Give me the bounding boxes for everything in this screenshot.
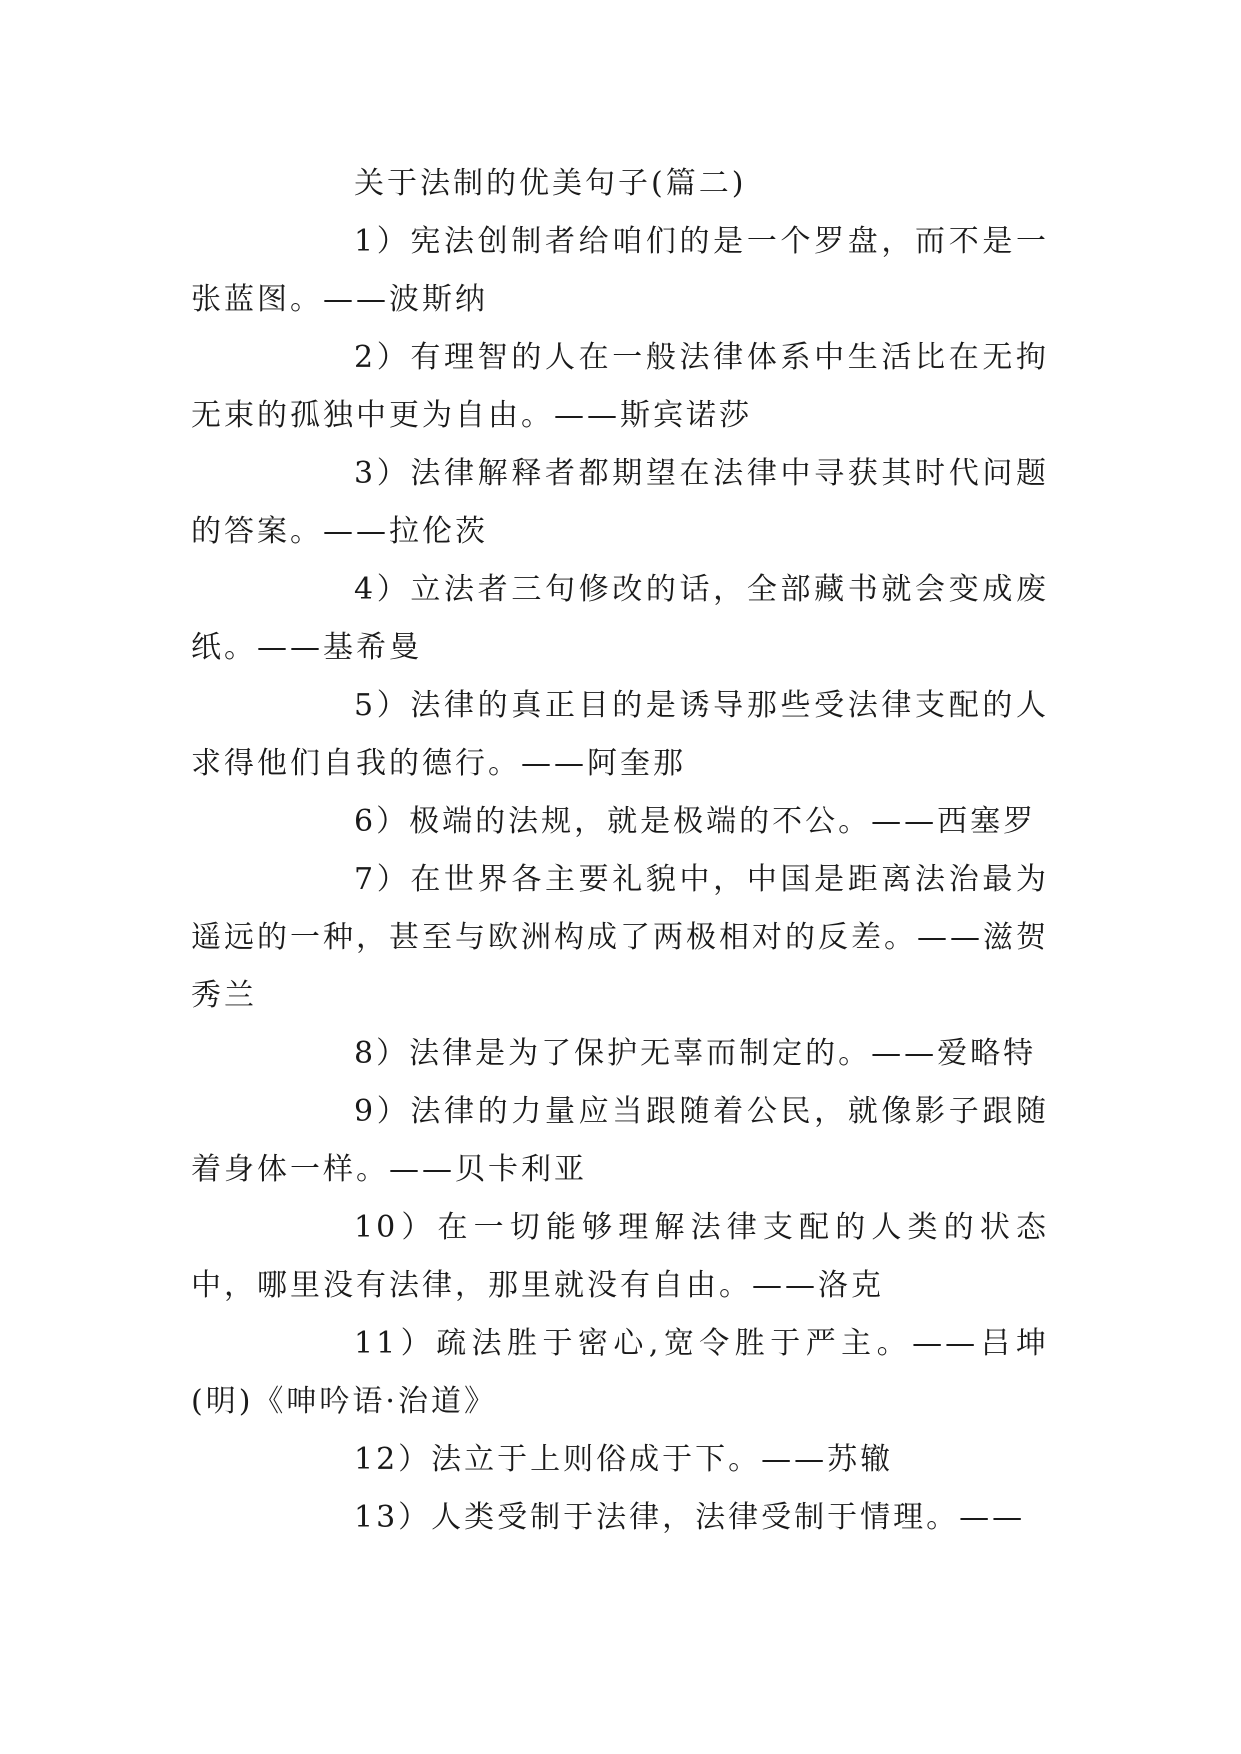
document-body	[191, 155, 1049, 1547]
document-title: 关于法制的优美句子(篇二)	[354, 166, 747, 201]
quote-1: 1）宪法创制者给咱们的是一个罗盘，而不是一张蓝图。——波斯纳	[191, 224, 1049, 317]
quote-5: 5）法律的真正目的是诱导那些受法律支配的人求得他们自我的德行。——阿奎那	[191, 688, 1049, 781]
quote-8: 8）法律是为了保护无辜而制定的。——爱略特	[354, 1036, 1037, 1071]
quote-10: 10）在一切能够理解法律支配的人类的状态中，哪里没有法律，那里就没有自由。——洛克	[191, 1210, 1049, 1303]
quote-12: 12）法立于上则俗成于下。——苏辙	[354, 1442, 894, 1477]
quote-11: 11）疏法胜于密心,宽令胜于严主。——吕坤(明)《呻吟语·治道》	[191, 1326, 1049, 1419]
quote-4: 4）立法者三句修改的话，全部藏书就会变成废纸。——基希曼	[191, 572, 1049, 665]
quote-13: 13）人类受制于法律，法律受制于情理。——	[354, 1500, 1026, 1535]
quote-2: 2）有理智的人在一般法律体系中生活比在无拘无束的孤独中更为自由。——斯宾诺莎	[191, 340, 1049, 433]
quote-3: 3）法律解释者都期望在法律中寻获其时代问题的答案。——拉伦茨	[191, 456, 1049, 549]
quote-9: 9）法律的力量应当跟随着公民，就像影子跟随着身体一样。——贝卡利亚	[191, 1094, 1049, 1187]
quote-7: 7）在世界各主要礼貌中，中国是距离法治最为遥远的一种，甚至与欧洲构成了两极相对的反差。——滋贺秀兰	[191, 862, 1049, 1013]
quote-6: 6）极端的法规，就是极端的不公。——西塞罗	[354, 804, 1037, 839]
